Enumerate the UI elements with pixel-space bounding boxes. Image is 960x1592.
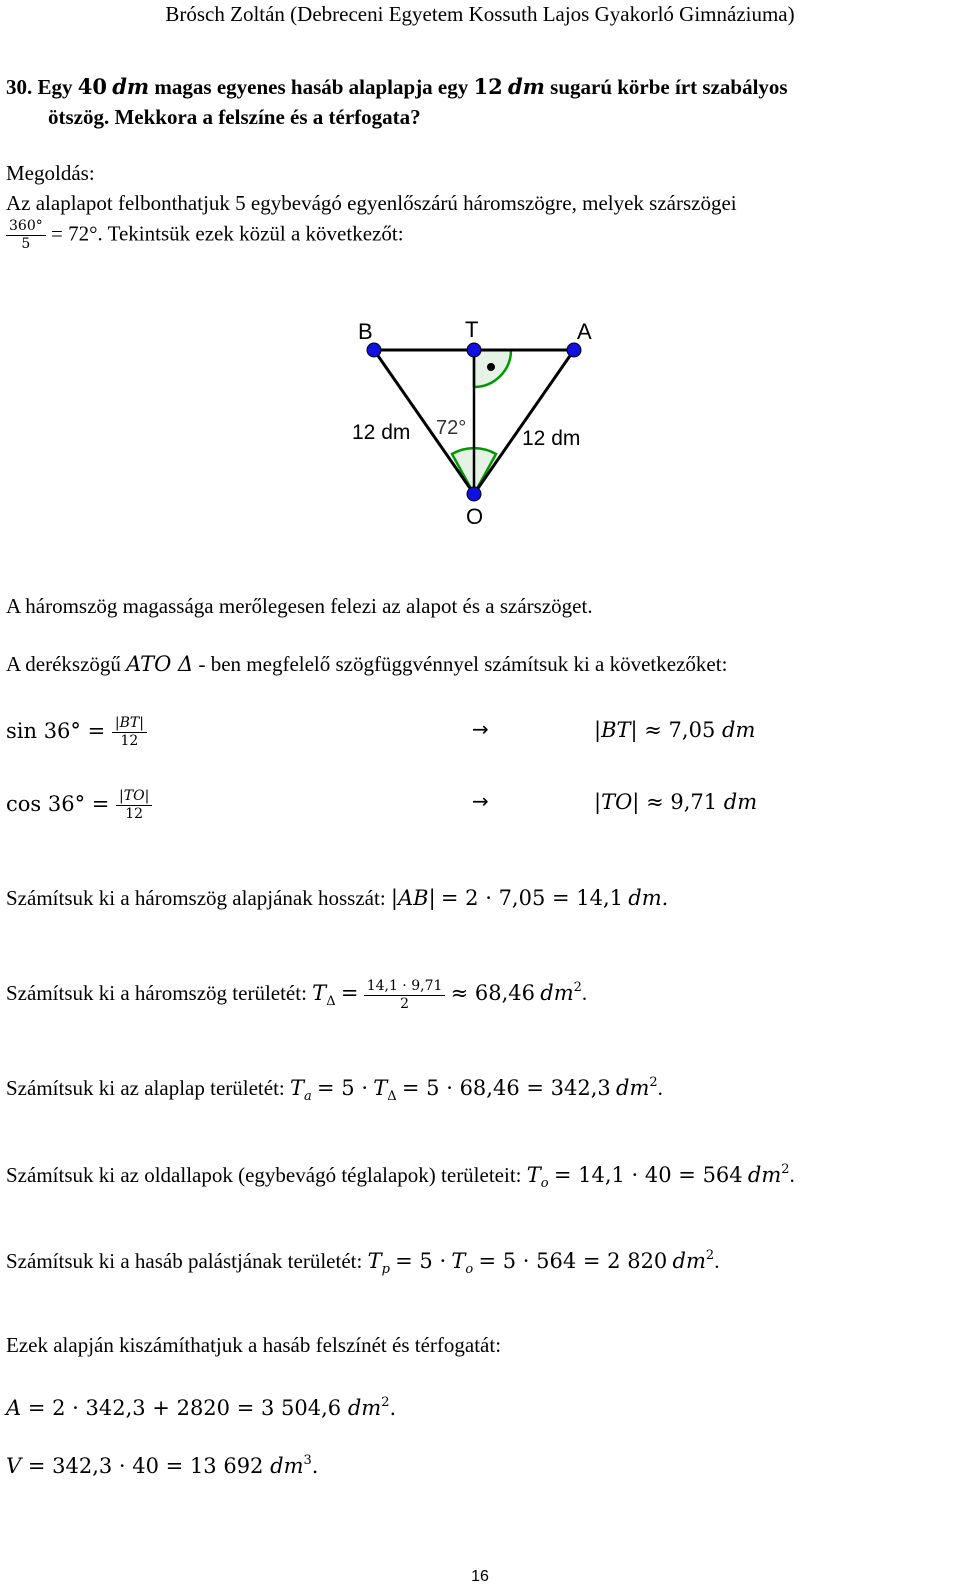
sin-arrow: → [472,717,489,741]
area-variable: T [312,981,327,1005]
side-area-variable: T [526,1163,541,1187]
angle-fraction [6,218,46,253]
area-fraction [364,978,446,1013]
sin-equation [6,715,147,750]
side-area-line [6,1157,795,1197]
base-unit: dm. [628,886,669,910]
base-variable: |AB| [390,886,436,910]
vertex-T [467,343,481,357]
exponent: 2 [649,1075,658,1090]
triangle-name: ATO Δ [126,652,194,676]
unit: dm [347,1396,382,1420]
period: . [714,1249,720,1273]
label-left-side: 12 dm [352,421,411,444]
unit: dm [540,981,574,1005]
base-area-line [6,1070,663,1110]
result-value: ≈ 7,05 [644,718,716,742]
problem-line-1 [6,74,788,100]
side-area-equation: = 14,1 · 40 = 564 [553,1163,743,1187]
right-triangle-line [6,651,727,677]
exponent: 2 [781,1162,790,1177]
volume-value: = 342,3 · 40 = 13 692 [27,1454,264,1478]
page-number: 16 [471,1568,489,1585]
result-variable: |TO| [594,790,640,814]
period: . [657,1076,663,1100]
conclusion: Ezek alapján kiszámíthatjuk a hasáb felszínét és térfogatát: [6,1333,502,1357]
cos-fraction [116,788,152,823]
cos-equation [6,788,152,823]
surface-variable: A [6,1396,22,1420]
step-text: Számítsuk ki a háromszög területét: [6,981,307,1005]
mantle-subscript: p [381,1262,390,1277]
sin-result [594,717,755,743]
unit: dm [672,1249,706,1273]
fraction-denominator: 2 [400,995,409,1012]
step-text: Számítsuk ki a hasáb palástjának területét: [6,1249,363,1273]
side-area-variable: T [451,1249,466,1273]
vertex-B [367,343,381,357]
label-O: O [466,504,484,529]
fraction-denominator: 5 [21,236,31,252]
problem-line-2: ötszög. Mekkora a felszíne és a térfogata? [48,105,421,129]
right-triangle-text: A derékszögű [6,652,121,676]
fraction-numerator: 14,1 · 9,71 [364,978,446,996]
solution-intro-eq [6,218,404,253]
mantle-area-line [6,1243,719,1283]
base-equation: = 2 · 7,05 = 14,1 [440,886,624,910]
label-angle: 72° [436,417,467,439]
solution-heading: Megoldás: [6,161,95,185]
step-text: Számítsuk ki az alaplap területét: [6,1076,285,1100]
mantle-equation: = 5 · [395,1249,447,1273]
sin-lhs: sin 36° = [6,719,106,743]
height-value: 40 [77,74,107,99]
exponent: 3 [303,1453,312,1468]
fraction-numerator: 360° [6,218,46,236]
result-unit: dm [723,790,758,814]
unit: dm [747,1163,782,1187]
height-unit: dm [112,74,150,99]
fraction-numerator: |TO| [116,788,152,806]
right-angle-dot [487,363,495,371]
step-text: Számítsuk ki a háromszög alapjának hosszát: [6,886,386,910]
solution-intro: Az alaplapot felbonthatjuk 5 egybevágó egyenlőszárú háromszögre, melyek szárszögei [6,191,737,215]
surface-value: = 2 · 342,3 + 2820 = 3 504,6 [27,1396,342,1420]
radius-unit: dm [508,74,545,99]
right-triangle-text: - ben megfelelő szögfüggvénnyel számítsuk ki a következőket: [198,652,728,676]
problem-text: sugarú körbe írt szabályos [550,75,788,99]
unit: dm [616,1076,650,1100]
area-result: ≈ 68,46 [450,981,536,1005]
surface-equation [6,1390,396,1421]
sin-fraction [112,715,147,750]
result-unit: dm [722,718,756,742]
label-B: B [358,319,373,344]
label-right-side: 12 dm [522,427,581,450]
exponent: 2 [705,1248,715,1263]
fraction-denominator: 12 [125,806,144,822]
cos-arrow: → [472,789,489,813]
result-value: ≈ 9,71 [646,790,718,814]
volume-equation [6,1448,318,1479]
altitude-statement: A háromszög magassága merőlegesen felezi az alapot és a szárszöget. [6,594,593,618]
base-area-variable: T [289,1076,304,1100]
base-area-equation: = 5 · [317,1076,368,1100]
radius-value: 12 [473,74,503,99]
base-length-line [6,885,668,911]
triangle-area-line: Számítsuk ki a háromszög területét: $T_\Delta$ = $\frac{14,1 \cdot 9,71}{2}$ ≈ 68,46 $dm^2$. [6,977,588,1012]
exponent: 2 [381,1395,390,1410]
cos-lhs: cos 36° = [6,792,110,816]
problem-text: Egy [37,75,73,99]
mantle-variable: T [367,1249,382,1273]
exponent: 2 [573,980,582,995]
label-A: A [577,319,592,344]
cos-result [594,789,757,815]
intro-equation: = 72°. Tekintsük ezek közül a következőt: [50,221,404,246]
page-header: Brósch Zoltán (Debreceni Egyetem Kossuth Lajos Gyakorló Gimnáziuma) [165,2,795,26]
volume-variable: V [6,1454,22,1478]
side-area-subscript: o [465,1262,474,1277]
base-area-equation: = 5 · 68,46 = 342,3 [401,1076,611,1100]
period: . [389,1396,397,1420]
mantle-equation: = 5 · 564 = 2 820 [478,1249,668,1273]
problem-text: magas egyenes hasáb alaplapja egy [154,75,469,99]
triangle-figure [340,310,620,535]
problem-number: 30. [6,75,33,99]
label-T: T [465,317,479,342]
period: . [311,1454,319,1478]
fraction-denominator: 12 [120,733,139,749]
vertex-A [567,343,581,357]
area-subscript: Δ [326,994,336,1009]
step-text: Számítsuk ki az oldallapok (egybevágó téglalapok) területeit: [6,1163,522,1187]
period: . [581,981,588,1005]
side-area-subscript: o [540,1176,549,1191]
base-area-subscript: a [304,1089,312,1104]
period: . [789,1163,795,1187]
triangle-area-variable: T [373,1076,388,1100]
unit: dm [270,1454,304,1478]
result-variable: |BT| [594,718,638,742]
fraction-numerator: |BT| [112,715,147,733]
triangle-area-subscript: Δ [387,1089,397,1104]
vertex-O [467,487,481,501]
